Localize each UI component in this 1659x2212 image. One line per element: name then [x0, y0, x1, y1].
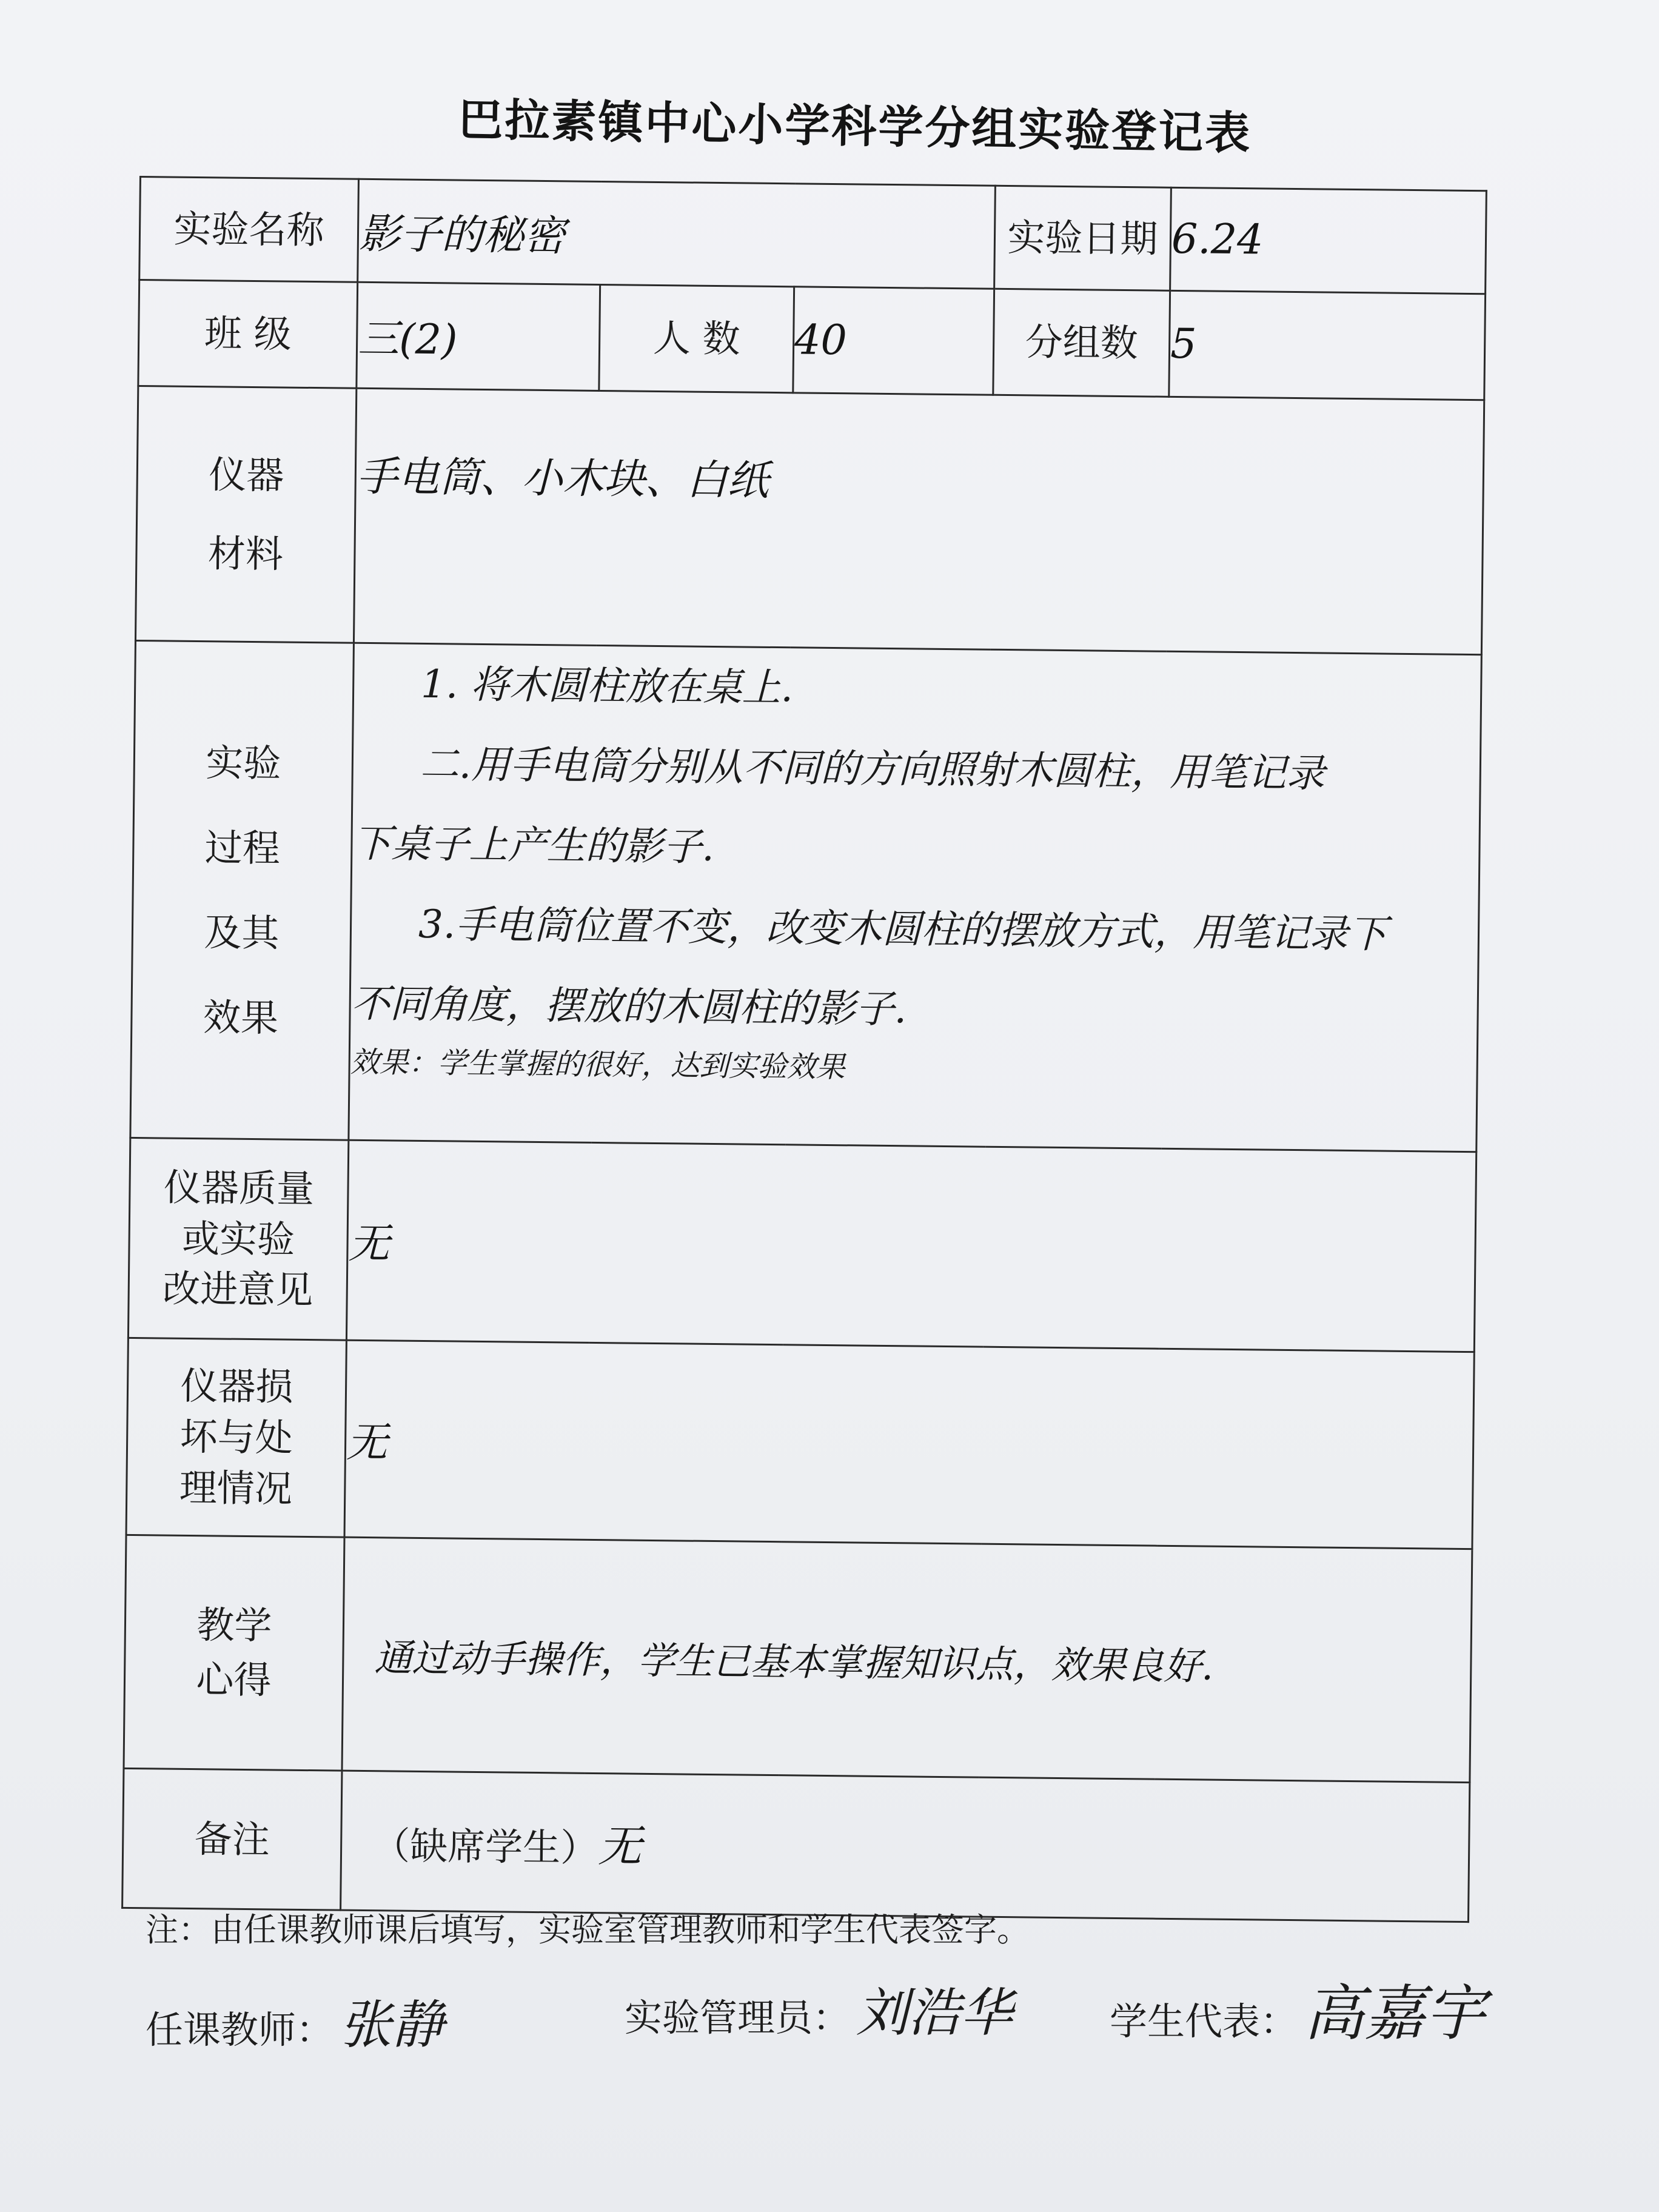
process-label-line1: 实验 [205, 740, 281, 785]
student-rep-label: 学生代表： [1110, 1999, 1298, 2043]
process-line-1: 1. 将木圆柱放在桌上. [420, 662, 794, 711]
headcount-label: 人 数 [599, 284, 794, 392]
lab-admin-signature-block [625, 1971, 1013, 2046]
class-value: 三(2) [357, 282, 600, 390]
quality-label-line1: 仪器质量 [163, 1165, 315, 1212]
row-process [130, 640, 1481, 1151]
process-line-4: 3.手电筒位置不变，改变木圆柱的摆放方式，用笔记录下 [418, 902, 1387, 957]
quality-value: 无 [346, 1140, 1476, 1352]
row-remarks [122, 1768, 1470, 1922]
quality-label-line2: 或实验 [181, 1216, 295, 1262]
class-label: 班 级 [138, 280, 358, 389]
student-rep-signature: 高嘉宇 [1304, 1978, 1486, 2049]
experiment-date-value: 6.24 [1170, 187, 1487, 293]
remarks-value: 无 [597, 1820, 642, 1872]
materials-value: 手电筒、小木块、白纸 [354, 388, 1484, 654]
registration-form [121, 176, 1486, 1924]
damage-label-line1: 仪器损 [180, 1364, 293, 1410]
process-line-2: 二.用手电筒分别从不同的方向照射木圆柱，用笔记录 [420, 742, 1326, 797]
teacher-signature: 张静 [340, 1995, 444, 2056]
process-label [130, 640, 354, 1140]
materials-label-line1: 仪器 [208, 452, 284, 498]
row-experiment-name [139, 177, 1487, 294]
process-content [349, 643, 1482, 1151]
damage-value: 无 [344, 1340, 1474, 1549]
reflection-label-line2: 心得 [196, 1657, 272, 1703]
teacher-signature-block [146, 1983, 444, 2058]
quality-label [128, 1138, 348, 1340]
process-line-3: 下桌子上产生的影子. [352, 821, 715, 870]
damage-label [126, 1338, 346, 1537]
process-label-line3: 及其 [204, 910, 280, 955]
form-table [121, 176, 1487, 1923]
experiment-date-label: 实验日期 [994, 186, 1171, 290]
groups-label: 分组数 [993, 289, 1170, 397]
reflection-value: 通过动手操作，学生已基本掌握知识点，效果良好. [342, 1537, 1472, 1782]
process-label-line4: 效果 [203, 994, 279, 1040]
quality-label-line3: 改进意见 [162, 1266, 313, 1313]
headcount-value: 40 [793, 287, 994, 395]
remarks-prefix: （缺席学生） [372, 1823, 598, 1871]
reflection-label [124, 1535, 344, 1771]
process-line-5: 不同角度，摆放的木圆柱的影子. [350, 981, 907, 1033]
experiment-name-label: 实验名称 [139, 177, 359, 283]
lab-admin-label: 实验管理员： [625, 1996, 851, 2040]
row-quality [128, 1138, 1476, 1352]
row-reflection [124, 1535, 1472, 1782]
footer-note: 注：由任课教师课后填写，实验室管理教师和学生代表签字。 [146, 1911, 1030, 1949]
materials-label [135, 386, 356, 643]
experiment-name-value: 影子的秘密 [358, 179, 996, 289]
row-damage [126, 1338, 1474, 1549]
process-label-line2: 过程 [204, 825, 281, 870]
damage-label-line2: 坏与处 [179, 1414, 293, 1460]
form-title: 巴拉素镇中心小学科学分组实验登记表 [457, 93, 1253, 160]
remarks-cell [341, 1771, 1470, 1922]
teacher-label: 任课教师： [146, 2008, 334, 2052]
damage-label-line3: 理情况 [179, 1465, 293, 1511]
materials-label-line2: 材料 [207, 531, 284, 577]
row-materials [135, 386, 1484, 654]
groups-value: 5 [1169, 290, 1486, 400]
lab-admin-signature: 刘浩华 [856, 1983, 1013, 2043]
row-class-info [138, 280, 1486, 400]
student-rep-signature-block [1110, 1965, 1486, 2052]
remarks-label: 备注 [122, 1768, 342, 1910]
reflection-label-line1: 教学 [196, 1603, 272, 1648]
process-effect: 效果：学生掌握的很好，达到实验效果 [350, 1045, 845, 1085]
